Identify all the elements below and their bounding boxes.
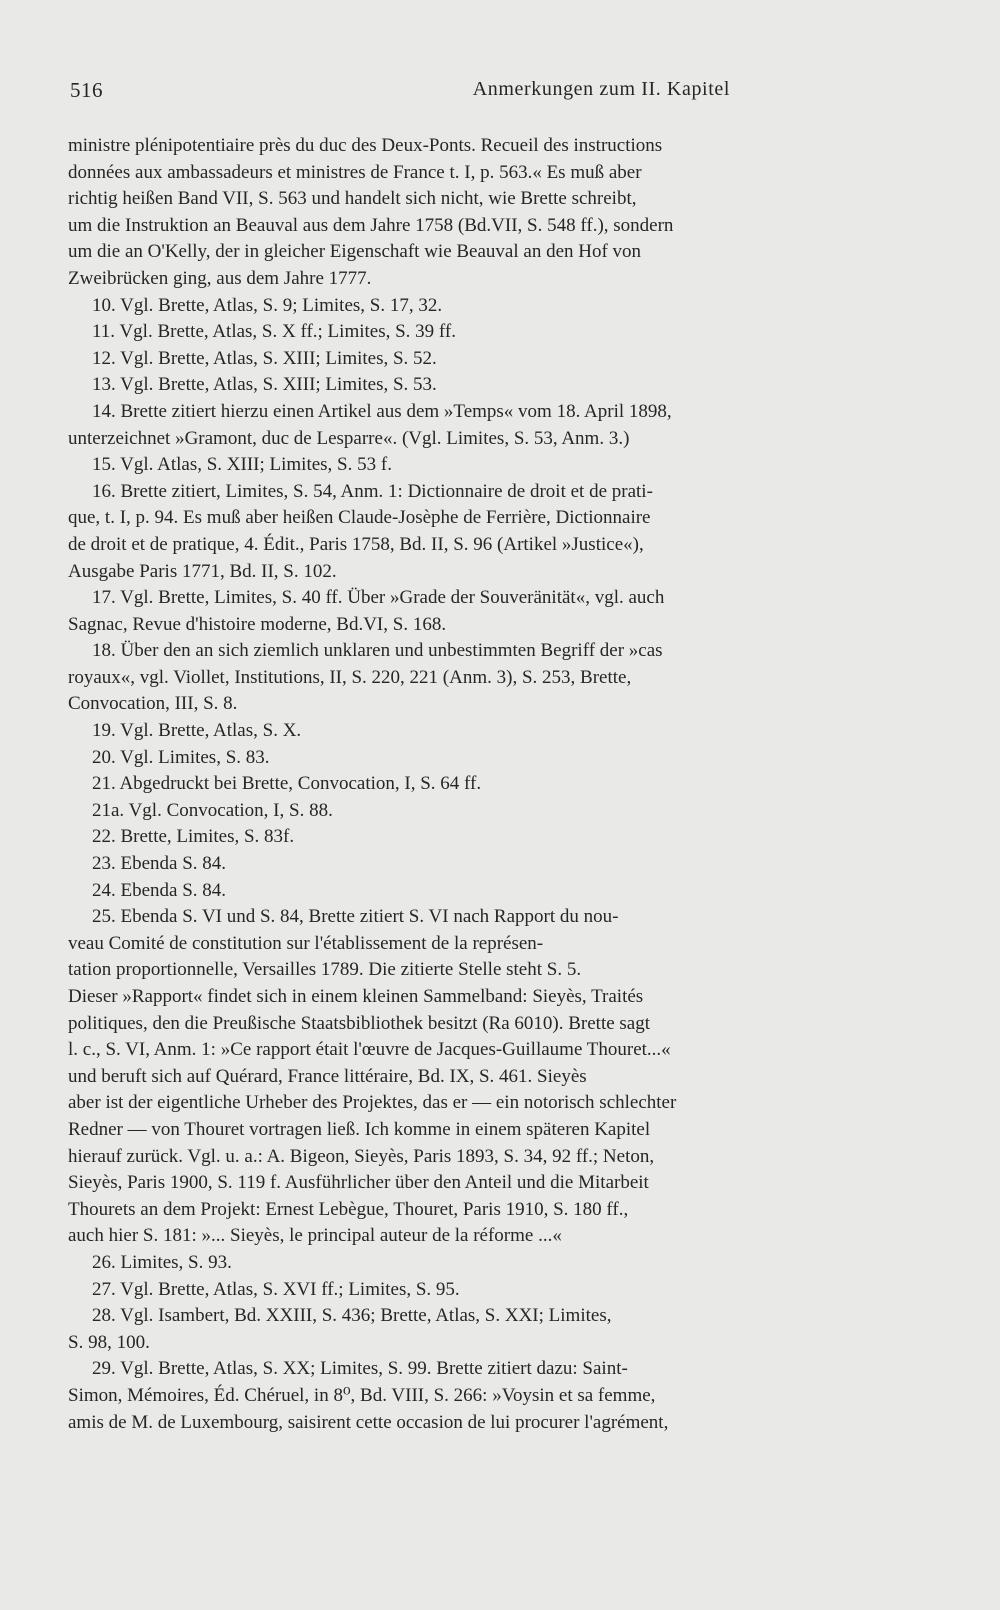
text-line: S. 98, 100. [68,1331,150,1353]
text-line: Redner — von Thouret vortragen ließ. Ich komme in einem späteren Kapitel [68,1118,651,1140]
note-12: 12. Vgl. Brette, Atlas, S. XIII; Limites, S. 52. [92,347,437,369]
note-25: 25. Ebenda S. VI und S. 84, Brette zitiert S. VI nach Rapport du nou- [92,906,619,928]
text-line: um die an O'Kelly, der in gleicher Eigenschaft wie Beauval an den Hof von [68,241,642,263]
text-line: données aux ambassadeurs et ministres de France t. I, p. 563.« Es muß aber [68,161,642,183]
text-line: veau Comité de constitution sur l'établissement de la représen- [68,932,544,954]
text-line: Zweibrücken ging, aus dem Jahre 1777. [68,267,372,289]
note-14: 14. Brette zitiert hierzu einen Artikel aus dem »Temps« vom 18. April 1898, [92,400,672,422]
text-line: tation proportionnelle, Versailles 1789. Die zitierte Stelle steht S. 5. [68,959,582,981]
note-13: 13. Vgl. Brette, Atlas, S. XIII; Limites, S. 53. [92,374,437,396]
note-18: 18. Über den an sich ziemlich unklaren und unbestimmten Begriff der »cas [92,640,663,662]
text-line: Dieser »Rapport« findet sich in einem kleinen Sammelband: Sieyès, Traités [68,986,644,1007]
text-line: Simon, Mémoires, Éd. Chéruel, in 8⁰, Bd. VIII, S. 266: »Voysin et sa femme, [68,1384,656,1406]
note-19: 19. Vgl. Brette, Atlas, S. X. [92,720,302,742]
text-line: de droit et de pratique, 4. Édit., Paris 1758, Bd. II, S. 96 (Artikel »Justice«), [68,533,644,555]
note-28: 28. Vgl. Isambert, Bd. XXIII, S. 436; Brette, Atlas, S. XXI; Limites, [92,1305,612,1327]
text-line: ministre plénipotentiaire près du duc des Deux-Ponts. Recueil des instructions [68,135,663,156]
text-line: auch hier S. 181: »... Sieyès, le principal auteur de la réforme ...« [68,1225,562,1247]
text-line: Ausgabe Paris 1771, Bd. II, S. 102. [68,560,337,582]
note-22: 22. Brette, Limites, S. 83f. [92,826,295,848]
note-16: 16. Brette zitiert, Limites, S. 54, Anm. 1: Dictionnaire de droit et de prati- [92,480,653,502]
note-29: 29. Vgl. Brette, Atlas, S. XX; Limites, S. 99. Brette zitiert dazu: Saint- [92,1358,628,1380]
note-21a: 21a. Vgl. Convocation, I, S. 88. [92,799,333,821]
text-line: aber ist der eigentliche Urheber des Projektes, das er — ein notorisch schlechter [68,1092,677,1114]
page-number: 516 [70,78,103,102]
running-head: Anmerkungen zum II. Kapitel [472,78,730,100]
text-line: que, t. I, p. 94. Es muß aber heißen Claude-Josèphe de Ferrière, Dictionnaire [68,507,651,529]
note-24: 24. Ebenda S. 84. [92,879,227,901]
note-27: 27. Vgl. Brette, Atlas, S. XVI ff.; Limites, S. 95. [92,1278,460,1300]
note-26: 26. Limites, S. 93. [92,1251,232,1273]
text-line: l. c., S. VI, Anm. 1: »Ce rapport était l'œuvre de Jacques-Guillaume Thouret...« [68,1039,671,1061]
text-line: und beruft sich auf Quérard, France littéraire, Bd. IX, S. 461. Sieyès [68,1065,587,1087]
note-20: 20. Vgl. Limites, S. 83. [92,746,270,768]
note-10: 10. Vgl. Brette, Atlas, S. 9; Limites, S. 17, 32. [92,294,443,316]
text-line: Sagnac, Revue d'histoire moderne, Bd.VI, S. 168. [68,613,447,635]
text-line: Thourets an dem Projekt: Ernest Lebègue, Thouret, Paris 1910, S. 180 ff., [68,1198,629,1220]
note-23: 23. Ebenda S. 84. [92,853,227,875]
text-line: Convocation, III, S. 8. [68,693,238,715]
note-21: 21. Abgedruckt bei Brette, Convocation, I, S. 64 ff. [92,773,482,795]
note-17: 17. Vgl. Brette, Limites, S. 40 ff. Über »Grade der Souveränität«, vgl. auch [92,587,665,609]
text-line: Sieyès, Paris 1900, S. 119 f. Ausführlicher über den Anteil und die Mitarbeit [68,1172,649,1194]
text-line: richtig heißen Band VII, S. 563 und handelt sich nicht, wie Brette schreibt, [68,188,637,210]
note-15: 15. Vgl. Atlas, S. XIII; Limites, S. 53 f. [92,454,392,476]
note-11: 11. Vgl. Brette, Atlas, S. X ff.; Limites, S. 39 ff. [92,321,456,343]
footnote-text [68,133,934,1436]
text-line: amis de M. de Luxembourg, saisirent cette occasion de lui procurer l'agrément, [68,1411,669,1433]
text-line: royaux«, vgl. Viollet, Institutions, II, S. 220, 221 (Anm. 3), S. 253, Brette, [68,666,632,688]
page-header [70,78,930,108]
text-line: politiques, den die Preußische Staatsbibliothek besitzt (Ra 6010). Brette sagt [68,1012,651,1034]
text-line: um die Instruktion an Beauval aus dem Jahre 1758 (Bd.VII, S. 548 ff.), sondern [68,214,674,236]
text-line: unterzeichnet »Gramont, duc de Lesparre«. (Vgl. Limites, S. 53, Anm. 3.) [68,427,630,449]
text-line: hierauf zurück. Vgl. u. a.: A. Bigeon, Sieyès, Paris 1893, S. 34, 92 ff.; Neton, [68,1145,655,1167]
